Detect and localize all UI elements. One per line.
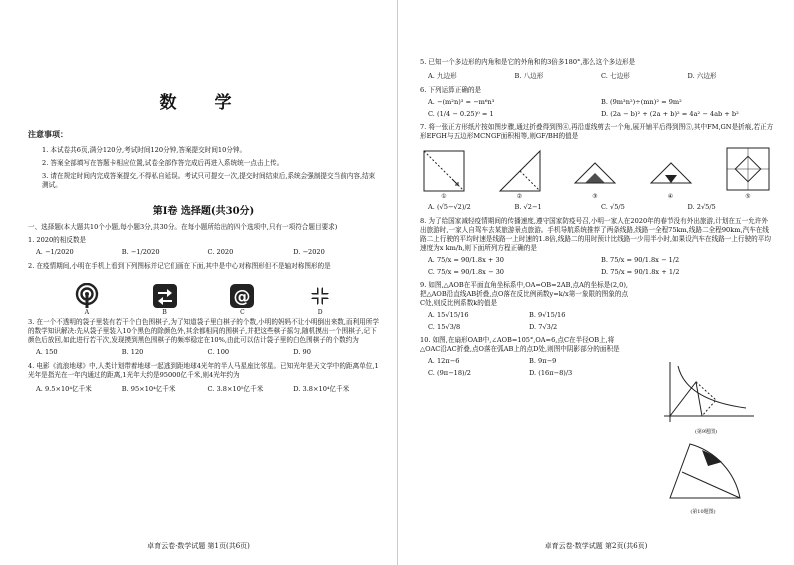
question-2-icons xyxy=(48,283,359,316)
question-2: 2. 在疫情期间,小明在手机上看到下列图标并记它们画在下面,其中是中心对称图形但不是轴对称图形的是 xyxy=(28,262,331,270)
fold-step-3 xyxy=(573,149,617,200)
swap-arrows-icon xyxy=(152,283,178,309)
question-9-options xyxy=(428,311,630,331)
option-c: C. 3.8×10⁵亿千米 xyxy=(207,385,264,393)
icon-option-a xyxy=(74,283,100,316)
option-b: B. 75/x = 90/1.8x − 1/2 xyxy=(601,256,680,264)
option-a: A. 9.5×10⁴亿千米 xyxy=(36,385,92,393)
question-3-options xyxy=(36,348,379,356)
option-b: B. −1/2020 xyxy=(121,248,160,256)
question-8-options xyxy=(428,256,774,276)
svg-text:@: @ xyxy=(233,287,251,307)
option-c: C. 15√3/8 xyxy=(428,323,461,331)
question-5-options xyxy=(428,70,774,80)
option-d: D. 六边形 xyxy=(687,72,717,80)
option-b: B. (9m³n²)÷(mn)² = 9m² xyxy=(601,98,682,106)
option-b: B. 95×10⁴亿千米 xyxy=(121,385,176,393)
question-4-options xyxy=(36,383,379,393)
question-9: 9. 如图,△AOB在平面直角坐标系中,OA=OB=2AB,点A的坐标是(2,0),把△AOB沿直线AB折叠,点O落在反比例函数y=k/x第一象限的图象的点C处,则反比例系数k的值是 xyxy=(420,281,629,307)
option-b: B. 120 xyxy=(121,348,144,356)
fold-step-5 xyxy=(724,145,772,200)
question-9-block xyxy=(420,281,630,331)
figure-label: ④ xyxy=(667,193,674,200)
option-a: A. (√5−√2)/2 xyxy=(428,203,471,211)
fold-step-4 xyxy=(649,149,693,200)
question-7-figures xyxy=(422,145,772,200)
triangle-fold-figure xyxy=(498,149,542,193)
option-b: B. 9π−9 xyxy=(529,357,557,365)
figure-label: ① xyxy=(441,193,447,200)
question-7: 7. 将一张正方形纸片按如图步骤,通过折叠得到图④,再沿虚线剪去一个角,展开铺平后得到图⑤,其中FM,GN是折痕,若正方形EFGH与五边形MCNGF面积相等,则GF/BH的值是 xyxy=(420,123,774,140)
small-triangle-figure xyxy=(573,149,617,193)
question-3: 3. 在一个不透明的袋子里装有若干个白色围棋子,为了知道袋子里白棋子的个数,小明的妈妈不让小明倒出来数,而利用所学的数学知识解决:先从袋子里装入10个黑色的除颜色外,其余都相同的围棋子,并把这些棋子摇匀,随机摸出一个围棋子,记下颜色后放回,如此进行若干次,发现摸到黑色围棋子的频率稳定在10%,由此可以估计袋子里的白色围棋子的个数约为 xyxy=(28,318,379,344)
question-7-options xyxy=(428,203,774,211)
question-1: 1. 2020的相反数是 xyxy=(28,236,87,244)
option-d: D. 90 xyxy=(293,348,311,356)
page-footer: 卓育云卷·数学试题 第1页(共6页) xyxy=(147,542,250,550)
option-c: C. 七边形 xyxy=(601,72,630,80)
question-4: 4. 电影《流浪地球》中,人类计划带着地球一起逃到距地球4光年的半人马星座比邻星。已知光年是天文学中的距离单位,1光年是指光在一年内通过的距离,1光年大约是95000亿千米,则4光年约为 xyxy=(28,362,379,379)
question-10: 10. 如图,在扇形OAB中,∠AOB=105°,OA=6,点C在半径OB上,将△OAC沿AC折叠,点O落在弧AB上的点D处,则图中阴影部分的面积是 xyxy=(420,336,620,353)
option-c: C. (1/4 − 0.25)⁰ = 1 xyxy=(428,110,494,118)
icon-option-c xyxy=(229,283,255,316)
unfolded-square-figure xyxy=(724,145,772,193)
option-d: D. (16π−8)/3 xyxy=(529,369,573,377)
figure-label: ② xyxy=(516,193,523,200)
notice-item: 1. 本试卷共6页,满分120分,考试时间120分钟,答案提交时间10分钟。 xyxy=(42,146,247,154)
icon-label: B xyxy=(162,309,167,316)
option-d: D. 7√3/2 xyxy=(529,323,558,331)
hyperbola-graph xyxy=(656,360,756,426)
icon-option-d xyxy=(307,283,333,316)
option-d: D. (2a − b)² + (2a + b)² = 4a² − 4ab + b² xyxy=(601,110,739,118)
option-d: D. 2√5/5 xyxy=(687,203,716,211)
option-a: A. 15√15/16 xyxy=(428,311,469,319)
question-1-options xyxy=(36,248,379,256)
at-sign-icon xyxy=(229,283,255,309)
page-footer: 卓育云卷·数学试题 第2页(共6页) xyxy=(544,542,648,550)
figure-caption: (第10题图) xyxy=(690,509,716,515)
fold-step-1 xyxy=(422,149,466,200)
notice-item: 2. 答案全部填写在答题卡相应位置,试卷全部作答完成后再进入系统统一点击上传。 xyxy=(42,159,284,167)
option-b: B. 9√15/16 xyxy=(529,311,566,319)
broadcast-icon xyxy=(74,283,100,309)
option-a: A. 150 xyxy=(36,348,58,356)
square-paper-figure xyxy=(422,149,466,193)
question-9-figure xyxy=(656,360,756,435)
option-a: A. 75/x = 90/1.8x + 30 xyxy=(428,256,504,264)
collapse-arrows-icon xyxy=(307,283,333,309)
notice-heading: 注意事项： xyxy=(28,129,68,139)
page-title: 数 学 xyxy=(159,93,248,113)
icon-label: D xyxy=(317,309,323,316)
question-10-figure xyxy=(660,436,746,515)
option-c: C. (9π−18)/2 xyxy=(428,369,472,377)
option-d: D. 3.8×10⁴亿千米 xyxy=(293,385,350,393)
question-10-block xyxy=(420,336,630,377)
option-a: A. −1/2020 xyxy=(36,248,74,256)
fold-step-2 xyxy=(498,149,542,200)
option-d: D. 75/x = 90/1.8x + 1/2 xyxy=(601,268,680,276)
option-c: C. 100 xyxy=(207,348,230,356)
option-b: B. 八边形 xyxy=(514,72,544,80)
question-10-options xyxy=(428,357,630,377)
option-c: C. 2020 xyxy=(207,248,234,256)
figure-label: ⑤ xyxy=(745,193,751,200)
figure-label: ③ xyxy=(592,193,598,200)
option-a: A. 12π−6 xyxy=(428,357,460,365)
option-a: A. −(m²n)³ = −m⁶n³ xyxy=(428,98,495,106)
cut-triangle-figure xyxy=(649,149,693,193)
icon-label: C xyxy=(240,309,245,316)
option-c: C. 75/x = 90/1.8x − 30 xyxy=(428,268,504,276)
option-b: B. √2−1 xyxy=(514,203,542,211)
section-title: 第Ⅰ卷 选择题(共30分) xyxy=(152,206,255,217)
figure-caption: (第9题图) xyxy=(694,429,718,435)
question-5: 5. 已知一个多边形的内角和是它的外角和的3倍多180°,那么这个多边形是 xyxy=(420,58,636,66)
sector-figure xyxy=(660,436,746,506)
option-d: D. −2020 xyxy=(293,248,325,256)
section-intro: 一、选择题(本大题共10个小题,每小题3分,共30分。在每小题所给出的四个选项中,只有一项符合题目要求) xyxy=(28,223,338,231)
notice-item: 3. 请在规定时间内完成答案提交,不得私自延误。考试只可提交一次,提交时间结束后,系统会强制提交当前内容,结束测试。 xyxy=(42,172,376,189)
exam-page-2 xyxy=(397,0,794,565)
option-c: C. √5/5 xyxy=(601,203,625,211)
question-6: 6. 下列运算正确的是 xyxy=(420,86,482,94)
icon-label: A xyxy=(84,309,90,316)
icon-option-b xyxy=(152,283,178,316)
question-6-options xyxy=(428,98,774,118)
notice-section xyxy=(28,129,379,190)
option-a: A. 九边形 xyxy=(428,72,457,80)
question-8: 8. 为了给国家减轻疫情期间的传播速度,遵守国家防疫号召,小明一家人在2020年的春节没有外出旅游,计划在五一允许外出旅游时,一家人自驾车去某旅游景点旅游。手机导航系统推荐了两条线路,线路一全程75km,线路二全程90km,汽车在线路二上行驶的平均时速是线路一上时速的1.8倍,线路二的用时预计比线路一少用半小时,如果设汽车在线路一上行驶的平均速度为x km/h,则下面所列方程正确的是 xyxy=(420,217,771,252)
